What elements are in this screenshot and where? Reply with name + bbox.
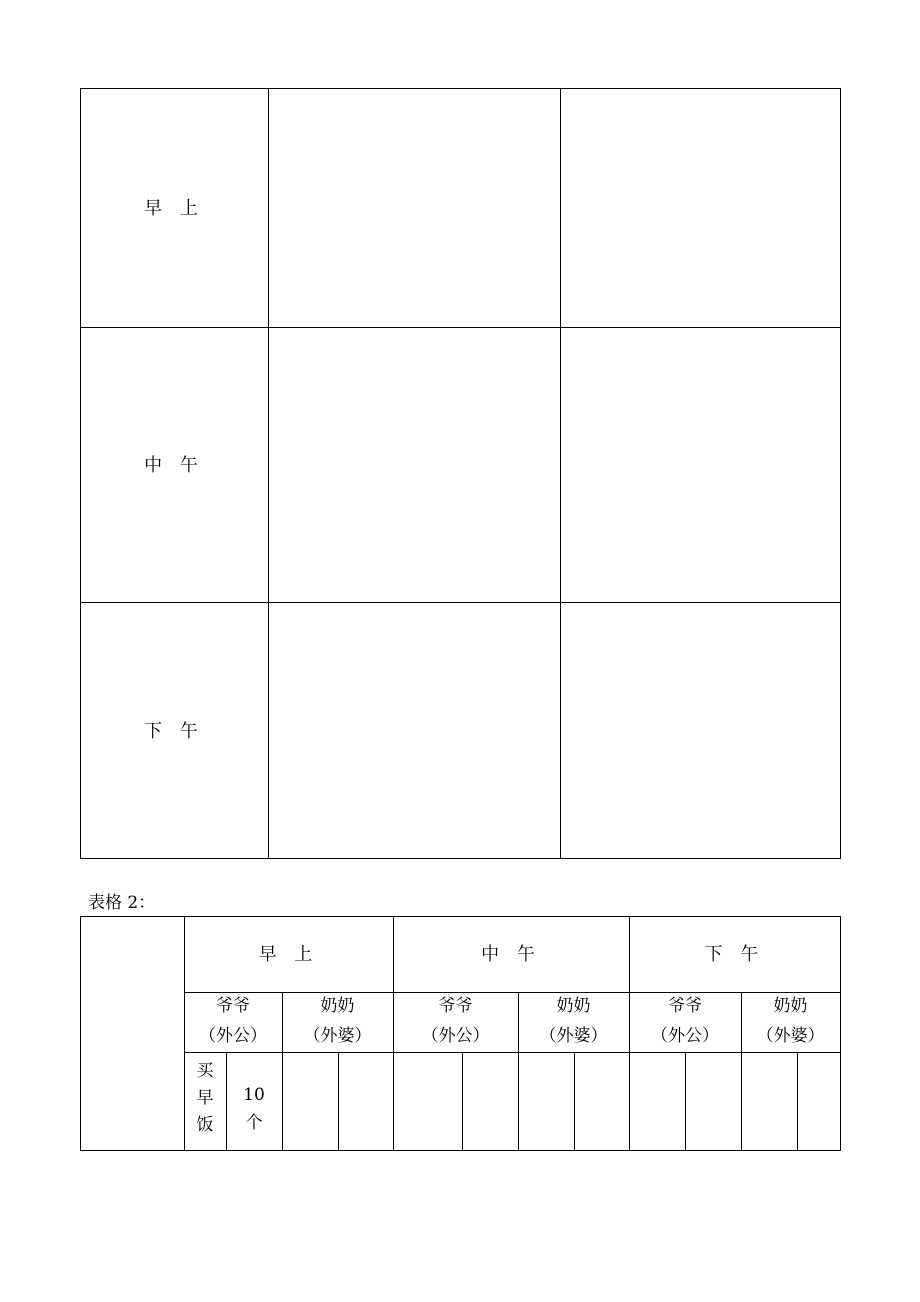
table-2-caption: 表格 2： bbox=[88, 893, 156, 913]
task-char: 早 bbox=[196, 1088, 214, 1108]
count-unit: 个 bbox=[245, 1113, 263, 1133]
role-name: 奶奶 bbox=[556, 996, 591, 1016]
cell-input[interactable] bbox=[742, 1053, 797, 1150]
role-alt: （外公） bbox=[651, 1026, 719, 1046]
role-alt: （外婆） bbox=[756, 1026, 825, 1046]
cell-input[interactable] bbox=[798, 1053, 840, 1150]
row-label-afternoon: 下 午 bbox=[144, 721, 204, 742]
header-afternoon: 下 午 bbox=[704, 944, 765, 965]
row-label-noon: 中 午 bbox=[144, 455, 204, 476]
cell-noon-1[interactable] bbox=[269, 328, 560, 602]
count-number: 10 bbox=[243, 1085, 265, 1105]
task-char: 饭 bbox=[196, 1115, 214, 1135]
cell-input[interactable] bbox=[686, 1053, 741, 1150]
role-grandma-noon bbox=[518, 991, 629, 1051]
cell-morning-1[interactable] bbox=[269, 89, 560, 327]
cell-afternoon-1[interactable] bbox=[269, 603, 560, 858]
role-alt: （外婆） bbox=[303, 1026, 372, 1046]
cell-input[interactable] bbox=[463, 1053, 518, 1150]
cell-input[interactable] bbox=[283, 1053, 338, 1150]
role-name: 奶奶 bbox=[320, 996, 355, 1016]
role-name: 爷爷 bbox=[438, 996, 473, 1016]
cell-input[interactable] bbox=[630, 1053, 685, 1150]
role-grandpa-afternoon bbox=[629, 991, 741, 1051]
header-noon: 中 午 bbox=[481, 944, 541, 965]
role-name: 奶奶 bbox=[773, 996, 808, 1016]
task-char: 买 bbox=[196, 1061, 214, 1081]
role-grandma-morning bbox=[282, 991, 393, 1051]
cell-morning-2[interactable] bbox=[561, 89, 840, 327]
cell-noon-2[interactable] bbox=[561, 328, 840, 602]
cell-input[interactable] bbox=[394, 1053, 462, 1150]
task-buy-breakfast bbox=[184, 1058, 226, 1139]
task-count bbox=[226, 1081, 282, 1137]
row-label-morning: 早 上 bbox=[144, 198, 204, 219]
role-name: 爷爷 bbox=[216, 996, 250, 1016]
role-grandpa-morning bbox=[184, 991, 282, 1051]
cell-input[interactable] bbox=[519, 1053, 574, 1150]
role-alt: （外公） bbox=[199, 1026, 267, 1046]
cell-input[interactable] bbox=[339, 1053, 393, 1150]
role-name: 爷爷 bbox=[668, 996, 702, 1016]
cell-input[interactable] bbox=[575, 1053, 629, 1150]
role-grandpa-noon bbox=[393, 991, 518, 1051]
header-morning: 早 上 bbox=[258, 944, 319, 965]
role-alt: （外婆） bbox=[539, 1026, 608, 1046]
role-alt: （外公） bbox=[421, 1026, 490, 1046]
role-grandma-afternoon bbox=[741, 991, 840, 1051]
cell-afternoon-2[interactable] bbox=[561, 603, 840, 858]
